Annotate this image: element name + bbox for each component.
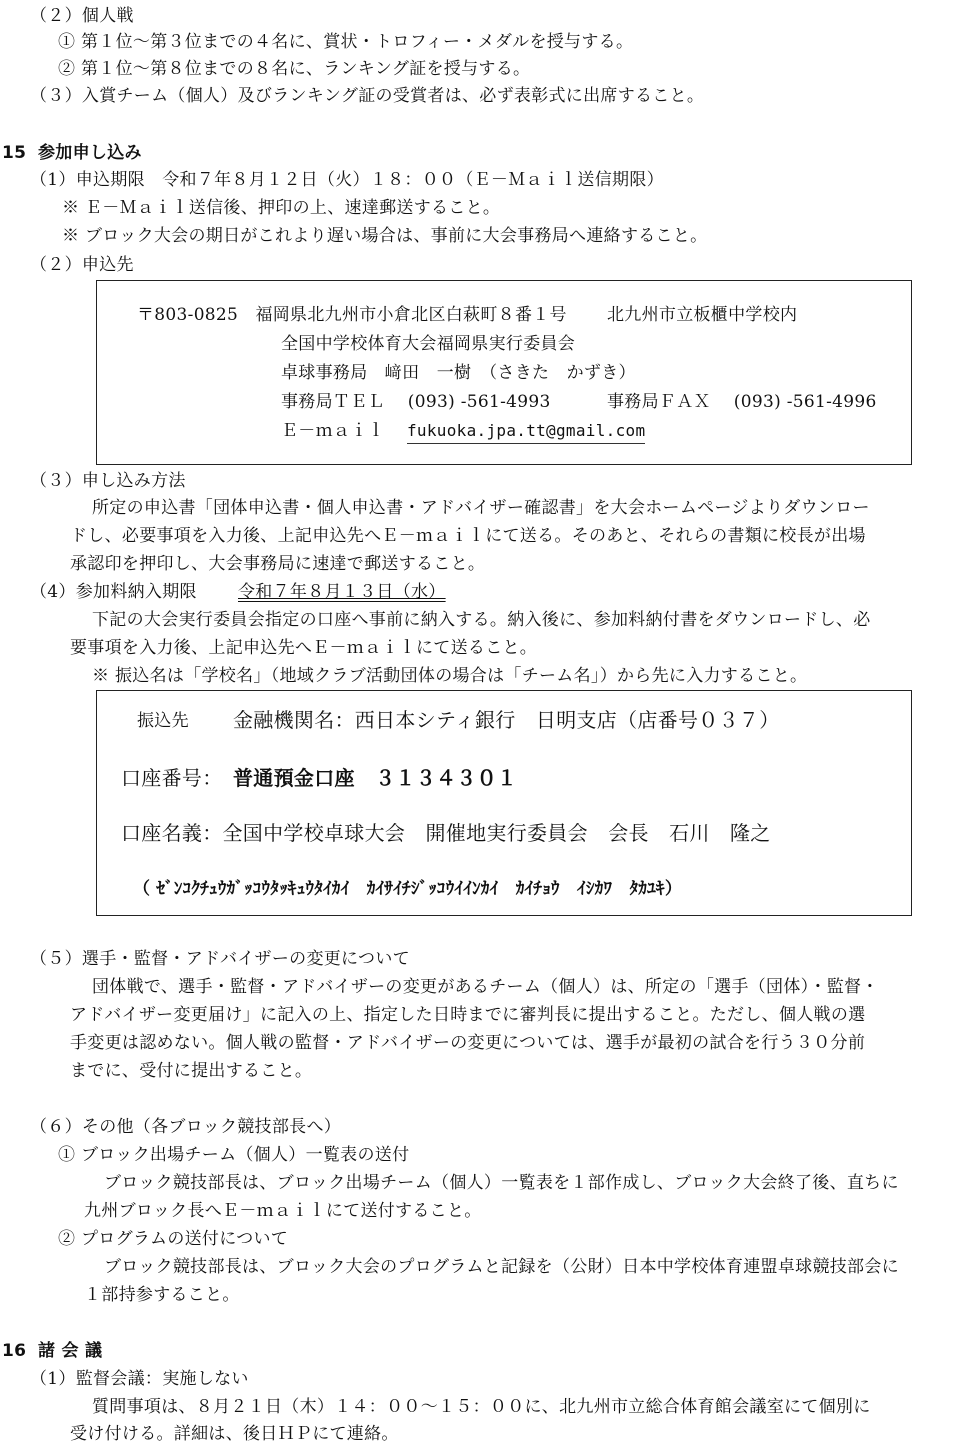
office-fax: 事務局ＦＡＸ (093) -561-4996 [607,392,877,412]
method-text-2: ドし、必要事項を入力後、上記申込先へＥ－ｍａｉｌにて送る。そのあと、それらの書類に校長が出場 [70,526,866,546]
bank-name: 金融機関名：西日本シティ銀行 日明支店（店番号０３７） [233,708,780,732]
deadline-note-2: ※ ブロック大会の期日がこれより遅い場合は、事前に大会事務局へ連絡すること。 [62,226,708,246]
email-label: Ｅ－ｍａｉｌ [281,421,385,441]
school-name: 北九州市立板櫃中学校内 [607,305,798,325]
individual-item-2: ② 第１位～第８位までの８名に、ランキング証を授与する。 [58,59,531,79]
method-text-3: 承認印を押印し、大会事務局に速達で郵送すること。 [70,554,486,574]
section-16-number: 16 [2,1341,27,1361]
change-text-1: 団体戦で、選手・監督・アドバイザーの変更があるチーム（個人）は、所定の「選手（団体）・監督・ [92,977,879,997]
other-item-1-text-2: 九州ブロック長へＥ－ｍａｉｌにて送付すること。 [84,1201,482,1221]
fee-deadline-label: （4）参加料納入期限 [30,582,197,602]
office-contact: 卓球事務局 﨑田 一樹 （さきた かずき） [281,363,636,383]
change-text-4: までに、受付に提出すること。 [70,1061,313,1081]
bank-label: 振込先 [137,711,189,731]
account-holder-kana: （ ｾﾞﾝｺｸﾁｭｳｶﾞｯｺｳﾀｯｷｭｳﾀｲｶｲ ｶｲｻｲﾁｼﾞｯｺｳｲｲﾝｶｲ ｶｲﾁｮｳ ｲｼｶﾜ ﾀｶﾕｷ） [133,879,683,899]
change-label: （５）選手・監督・アドバイザーの変更について [30,949,410,969]
committee-name: 全国中学校体育大会福岡県実行委員会 [281,334,576,354]
address-box [96,280,912,465]
other-label: （６）その他（各ブロック競技部長へ） [30,1117,342,1137]
address-line: 〒803-0825 福岡県北九州市小倉北区白萩町８番１号 [137,305,567,325]
bank-account-box [96,690,912,916]
section-15-title: 参加申し込み [38,143,142,163]
change-text-3: 手変更は認めない。個人戦の監督・アドバイザーの変更については、選手が最初の試合を行う３０分前 [70,1033,866,1053]
other-item-2-text-1: ブロック競技部長は、ブロック大会のプログラムと記録を（公財）日本中学校体育連盟卓球競技部会に [104,1257,899,1277]
email-address[interactable]: fukuoka.jpa.tt@gmail.com [407,419,645,444]
fee-text-1: 下記の大会実行委員会指定の口座へ事前に納入する。納入後に、参加料納付書をダウンロードし、必 [92,610,871,630]
award-ceremony-note: （３）入賞チーム（個人）及びランキング証の受賞者は、必ず表彰式に出席すること。 [30,86,705,106]
other-item-1-title: ① ブロック出場チーム（個人）一覧表の送付 [58,1145,410,1165]
other-item-2-text-2: １部持参すること。 [84,1285,240,1305]
meeting-text-1: 質問事項は、８月２１日（木）１４：００～１５：００に、北九州市立総合体育館会議室にて個別に [92,1397,871,1417]
section-15-number: 15 [2,143,27,163]
individual-heading: （２）個人戦 [30,6,134,26]
application-deadline: （1）申込期限 令和７年８月１２日（火）１８：００（Ｅ－Ｍａｉｌ送信期限） [30,170,664,190]
other-item-1-text-1: ブロック競技部長は、ブロック出場チーム（個人）一覧表を１部作成し、ブロック大会終了後、直ちに [104,1173,899,1193]
destination-label: （２）申込先 [30,255,134,275]
account-holder: 口座名義：全国中学校卓球大会 開催地実行委員会 会長 石川 隆之 [121,821,771,845]
method-label: （３）申し込み方法 [30,471,186,491]
fee-deadline-date: 令和７年８月１３日（水） [238,582,446,602]
account-number-label: 口座番号： [121,766,223,790]
individual-item-1: ① 第１位～第３位までの４名に、賞状・トロフィー・メダルを授与する。 [58,32,634,52]
meeting-label: （1）監督会議：実施しない [30,1369,249,1389]
other-item-2-title: ② プログラムの送付について [58,1229,289,1249]
method-text-1: 所定の申込書「団体申込書・個人申込書・アドバイザー確認書」を大会ホームページよりダウンロー [92,498,870,518]
meeting-text-2: 受け付ける。詳細は、後日ＨＰにて連絡。 [70,1424,399,1444]
change-text-2: アドバイザー変更届け」に記入の上、指定した日時までに審判長に提出すること。ただし、個人戦の選 [70,1005,866,1025]
account-number: 普通預金口座 ３１３４３０１ [233,766,518,790]
office-tel: 事務局ＴＥＬ (093) -561-4993 [281,392,551,412]
transfer-name-note: ※ 振込名は「学校名」（地域クラブ活動団体の場合は「チーム名」）から先に入力すること。 [92,666,808,686]
deadline-note-1: ※ Ｅ－Ｍａｉｌ送信後、押印の上、速達郵送すること。 [62,198,501,218]
fee-text-2: 要事項を入力後、上記申込先へＥ－ｍａｉｌにて送ること。 [70,638,538,658]
section-16-title: 諸 会 議 [38,1341,103,1361]
